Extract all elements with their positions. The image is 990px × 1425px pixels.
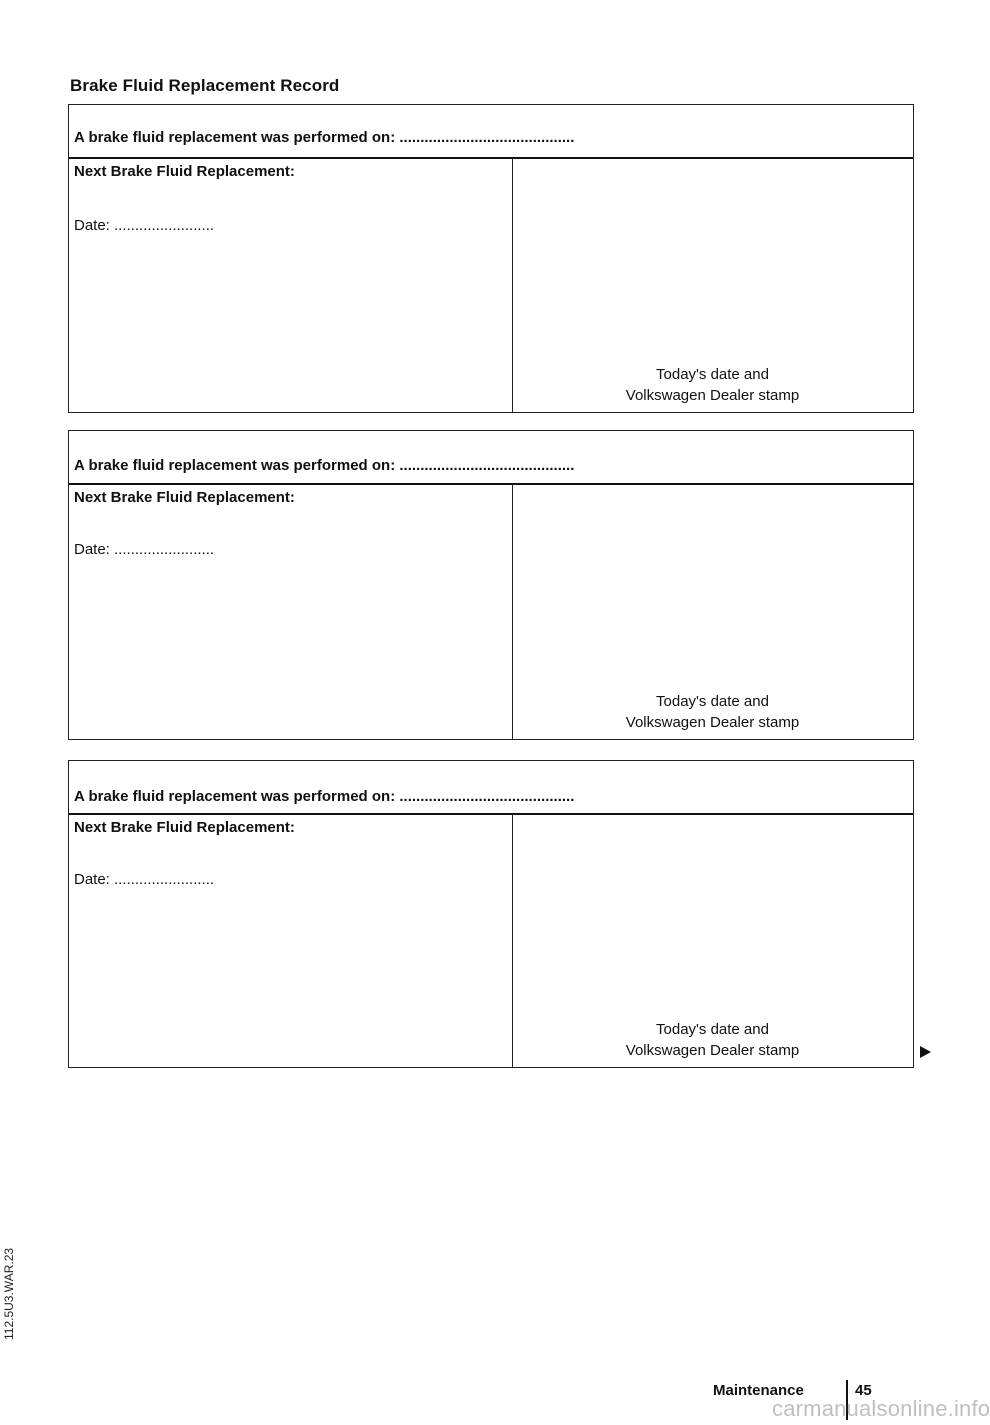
stamp-caption-line2: Volkswagen Dealer stamp: [625, 387, 800, 404]
continue-arrow-icon: [920, 1046, 931, 1058]
dealer-stamp-area: [512, 364, 913, 406]
performed-on-label: A brake fluid replacement was performed on: ..........................................: [74, 788, 575, 805]
watermark: carmanualsonline.info: [772, 1396, 990, 1421]
header-rule: [69, 813, 913, 815]
page-number: 45: [855, 1382, 872, 1399]
record-box-1: [68, 104, 914, 413]
next-replacement-label: Next Brake Fluid Replacement:: [74, 163, 295, 180]
dealer-stamp-area: [512, 691, 913, 733]
next-replacement-label: Next Brake Fluid Replacement:: [74, 819, 295, 836]
stamp-caption-line1: Today's date and: [656, 693, 769, 710]
stamp-caption-line1: Today's date and: [656, 366, 769, 383]
footer-section-name: Maintenance: [713, 1382, 804, 1399]
date-field: Date: ........................: [74, 541, 215, 558]
page-title: Brake Fluid Replacement Record: [70, 76, 340, 95]
date-field: Date: ........................: [74, 217, 215, 234]
document-code: 112.5U3.WAR.23: [2, 1247, 16, 1340]
next-replacement-label: Next Brake Fluid Replacement:: [74, 489, 295, 506]
stamp-caption-line2: Volkswagen Dealer stamp: [625, 1042, 800, 1059]
record-box-3: [68, 760, 914, 1068]
stamp-caption-line2: Volkswagen Dealer stamp: [625, 714, 800, 731]
dealer-stamp-area: [512, 1019, 913, 1061]
header-rule: [69, 157, 913, 159]
stamp-caption-line1: Today's date and: [656, 1021, 769, 1038]
header-rule: [69, 483, 913, 485]
performed-on-label: A brake fluid replacement was performed on: ..........................................: [74, 457, 575, 474]
record-box-2: [68, 430, 914, 740]
performed-on-label: A brake fluid replacement was performed on: ..........................................: [74, 129, 575, 146]
date-field: Date: ........................: [74, 871, 215, 888]
